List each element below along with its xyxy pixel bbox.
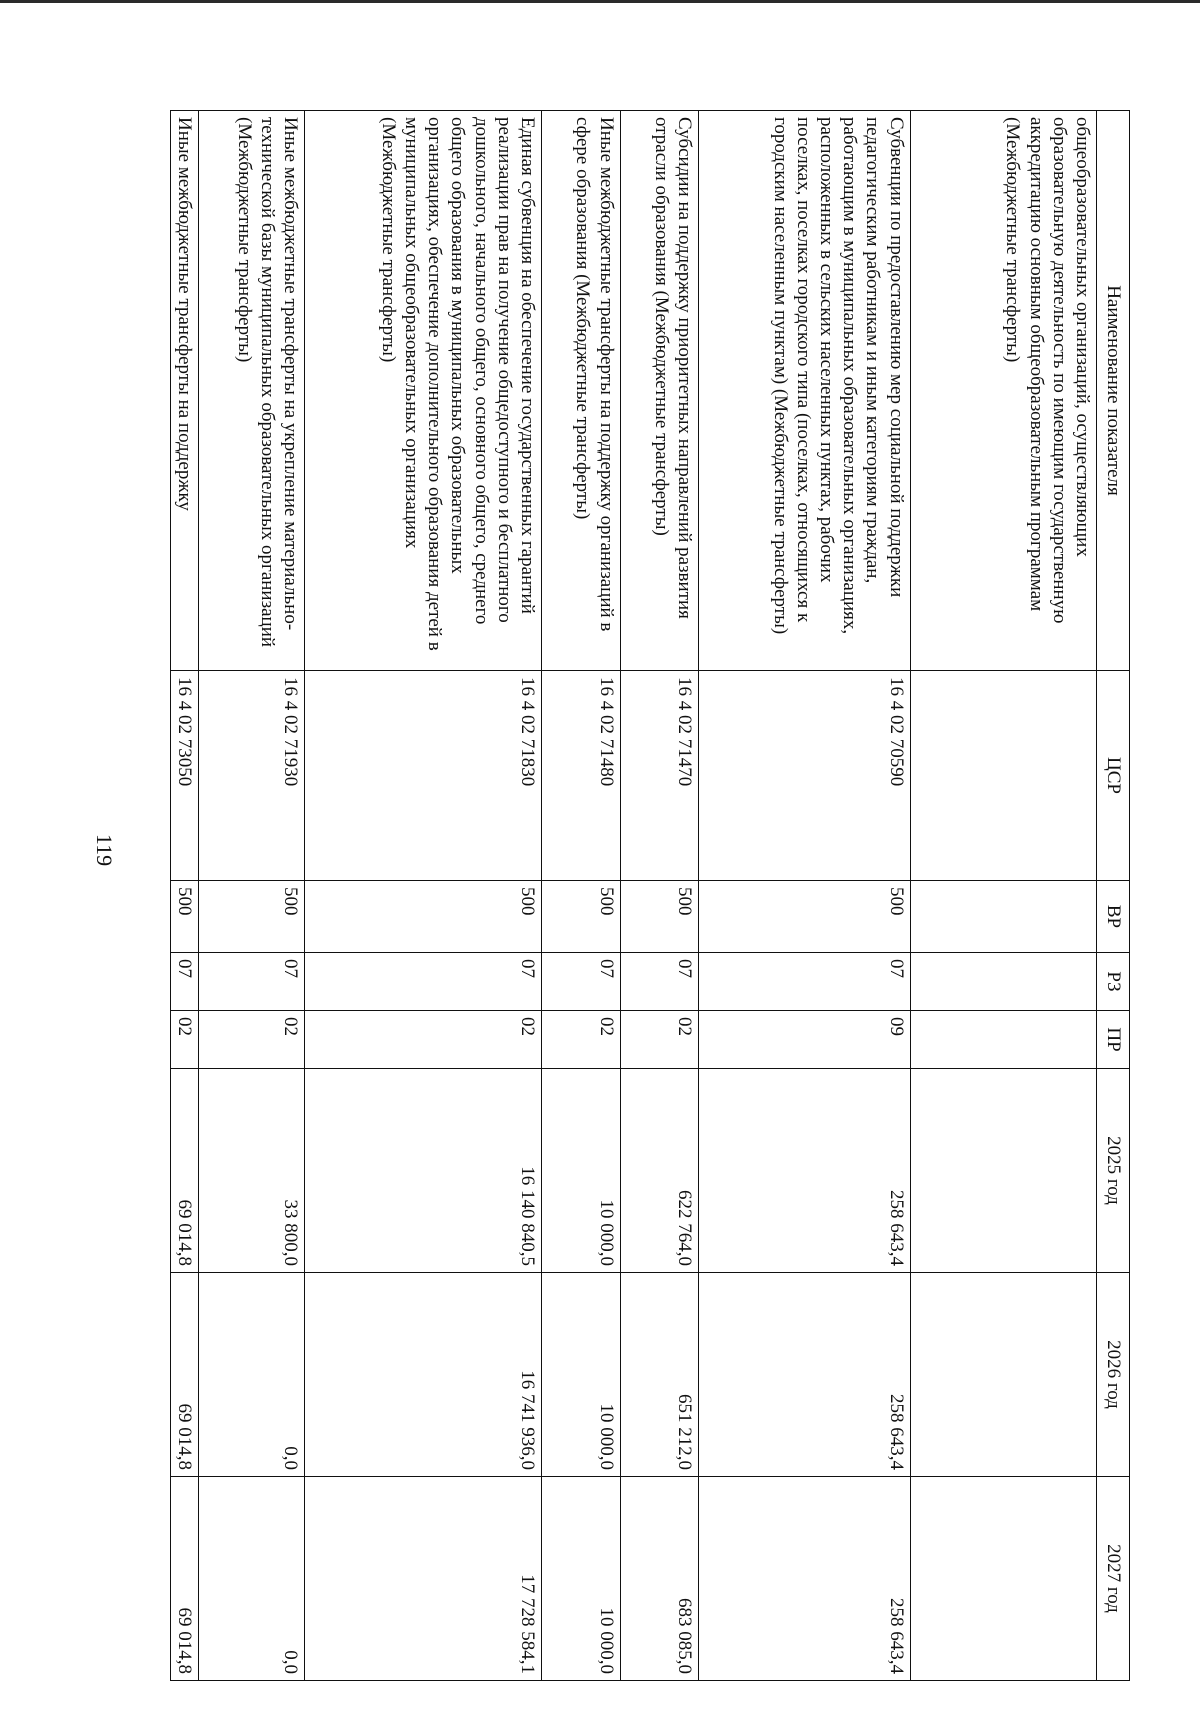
row-csr: 16 4 02 70590	[699, 671, 911, 881]
row-2025	[910, 1069, 1096, 1273]
row-pr: 02	[305, 1011, 542, 1069]
table-row	[305, 111, 542, 1681]
row-2025: 69 014,8	[171, 1069, 199, 1273]
row-2027: 69 014,8	[171, 1477, 199, 1681]
header-2025: 2025 год	[1097, 1069, 1130, 1273]
row-name: Субсидии на поддержку приоритетных направлений развития отрасли образования (Межбюджетные трансферты)	[620, 111, 699, 671]
row-2026: 258 643,4	[699, 1273, 911, 1477]
row-pr: 02	[171, 1011, 199, 1069]
row-name: Иные межбюджетные трансферты на укрепление материально-технической базы муниципальных образовательных организаций (Межбюджетные трансферты)	[199, 111, 305, 671]
row-csr	[910, 671, 1096, 881]
row-2026: 10 000,0	[541, 1273, 620, 1477]
row-rz	[910, 953, 1096, 1011]
row-rz: 07	[620, 953, 699, 1011]
row-name: общеобразовательных организаций, осуществляющих образовательную деятельность по имеющим государственную аккредитацию основным общеобразовательным программам (Межбюджетные трансферты)	[910, 111, 1096, 671]
header-2026: 2026 год	[1097, 1273, 1130, 1477]
row-pr: 02	[620, 1011, 699, 1069]
table-row	[699, 111, 911, 1681]
budget-table	[170, 110, 1130, 1681]
header-pr: ПР	[1097, 1011, 1130, 1069]
table-row	[541, 111, 620, 1681]
row-csr: 16 4 02 71480	[541, 671, 620, 881]
row-2027: 10 000,0	[541, 1477, 620, 1681]
row-2025: 10 000,0	[541, 1069, 620, 1273]
row-2025: 33 800,0	[199, 1069, 305, 1273]
row-2025: 622 764,0	[620, 1069, 699, 1273]
row-vr: 500	[620, 881, 699, 953]
row-vr: 500	[305, 881, 542, 953]
header-vr: ВР	[1097, 881, 1130, 953]
row-2026: 69 014,8	[171, 1273, 199, 1477]
row-rz: 07	[199, 953, 305, 1011]
row-vr: 500	[171, 881, 199, 953]
table-row	[199, 111, 305, 1681]
row-rz: 07	[305, 953, 542, 1011]
scan-edge-line	[0, 0, 1200, 3]
row-pr: 02	[541, 1011, 620, 1069]
row-csr: 16 4 02 71470	[620, 671, 699, 881]
row-2025: 258 643,4	[699, 1069, 911, 1273]
page-number: 119	[92, 833, 117, 867]
rotated-table-container	[170, 110, 1130, 1680]
row-rz: 07	[541, 953, 620, 1011]
row-2027: 0,0	[199, 1477, 305, 1681]
header-name: Наименование показателя	[1097, 111, 1130, 671]
table-row	[171, 111, 199, 1681]
row-name: Единая субвенция на обеспечение государственных гарантий реализации прав на получение общедоступного и бесплатного дошкольного, начального общего, основного общего, среднего общего образования в муниципальных образовательных организациях, обеспечение дополнительного образования детей в муниципальных общеобразовательных организациях (Межбюджетные трансферты)	[305, 111, 542, 671]
row-2026: 0,0	[199, 1273, 305, 1477]
table-header-row	[1097, 111, 1130, 1681]
header-2027: 2027 год	[1097, 1477, 1130, 1681]
row-vr: 500	[699, 881, 911, 953]
row-name: Иные межбюджетные трансферты на поддержку	[171, 111, 199, 671]
row-pr: 09	[699, 1011, 911, 1069]
table-row	[620, 111, 699, 1681]
row-pr	[910, 1011, 1096, 1069]
row-2027: 683 085,0	[620, 1477, 699, 1681]
row-vr	[910, 881, 1096, 953]
table-row	[910, 111, 1096, 1681]
row-2027: 17 728 584,1	[305, 1477, 542, 1681]
row-rz: 07	[171, 953, 199, 1011]
row-pr: 02	[199, 1011, 305, 1069]
header-rz: РЗ	[1097, 953, 1130, 1011]
row-vr: 500	[541, 881, 620, 953]
row-csr: 16 4 02 71830	[305, 671, 542, 881]
row-name: Иные межбюджетные трансферты на поддержку организаций в сфере образования (Межбюджетные трансферты)	[541, 111, 620, 671]
row-rz: 07	[699, 953, 911, 1011]
row-name: Субвенции по предоставлению мер социальной поддержки педагогическим работникам и иным категориям граждан, работающим в муниципальных образовательных организациях, расположенных в сельских населенных пунктах, рабочих поселках, поселках городского типа (поселках, относящихся к городским населенным пунктам) (Межбюджетные трансферты)	[699, 111, 911, 671]
row-csr: 16 4 02 73050	[171, 671, 199, 881]
header-csr: ЦСР	[1097, 671, 1130, 881]
row-2027	[910, 1477, 1096, 1681]
row-2026: 16 741 936,0	[305, 1273, 542, 1477]
row-2026	[910, 1273, 1096, 1477]
row-vr: 500	[199, 881, 305, 953]
row-2027: 258 643,4	[699, 1477, 911, 1681]
row-csr: 16 4 02 71930	[199, 671, 305, 881]
row-2026: 651 212,0	[620, 1273, 699, 1477]
row-2025: 16 140 840,5	[305, 1069, 542, 1273]
